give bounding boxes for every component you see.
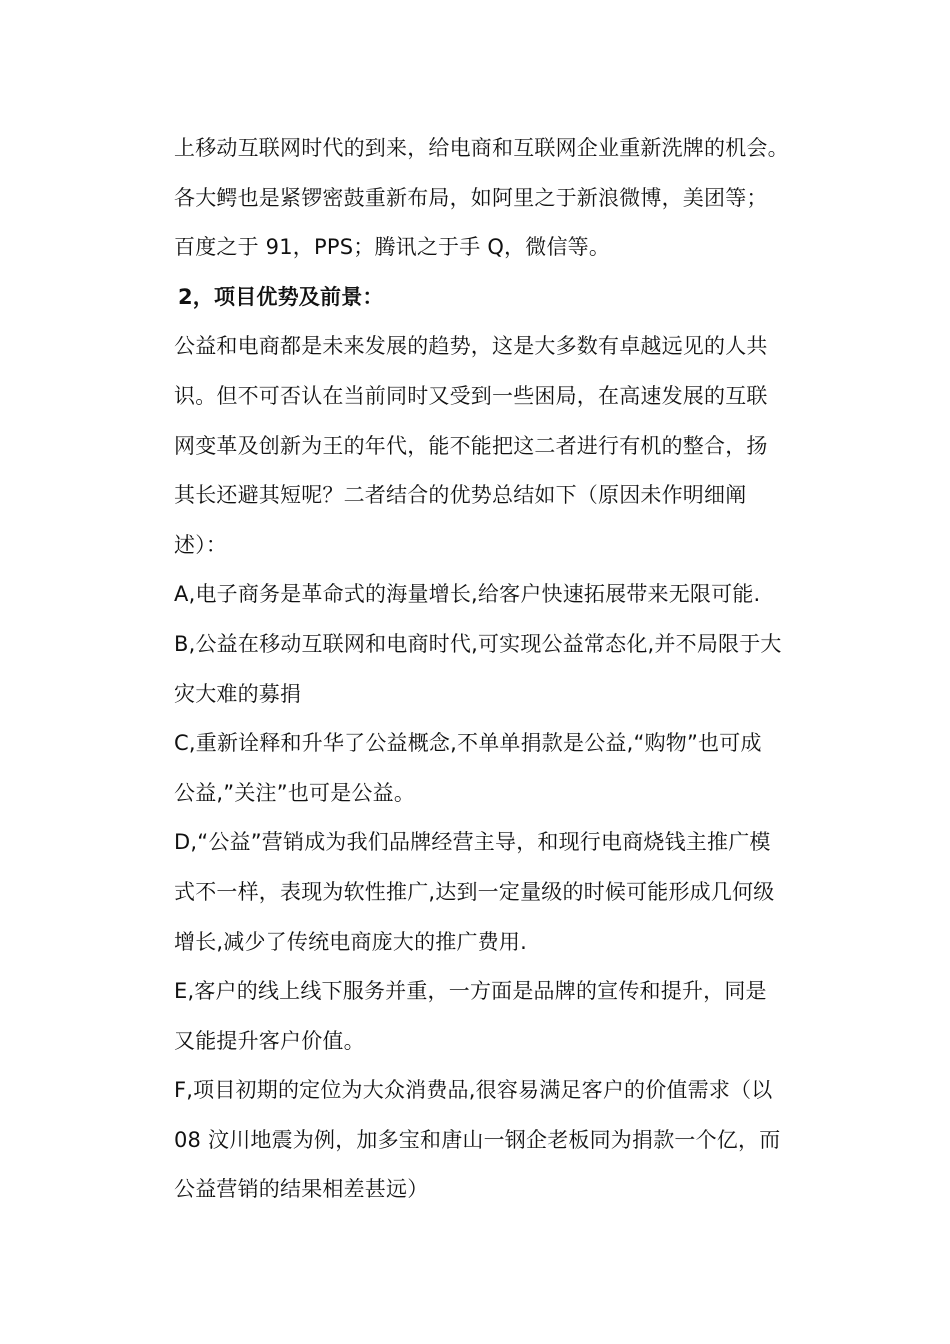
list-item-e: E,客户的线上线下服务并重，一方面是品牌的宣传和提升，同是 [174, 979, 767, 1004]
text-line: 灾大难的募捐 [174, 681, 302, 706]
text-line: 其长还避其短呢？二者结合的优势总结如下（原因未作明细阐 [174, 483, 747, 508]
text-line: 各大鳄也是紧锣密鼓重新布局，如阿里之于新浪微博，美团等； [174, 185, 768, 210]
text-line: 增长,减少了传统电商庞大的推广费用. [174, 929, 527, 954]
list-item-a: A,电子商务是革命式的海量增长,给客户快速拓展带来无限可能. [174, 582, 761, 607]
text-line: 网变革及创新为王的年代，能不能把这二者进行有机的整合，扬 [174, 433, 768, 458]
section-heading: 2，项目优势及前景： [178, 284, 384, 309]
text-line: 述）： [174, 532, 228, 557]
text-line: 公益和电商都是未来发展的趋势，这是大多数有卓越远见的人共 [174, 334, 768, 359]
list-item-d: D,“公益”营销成为我们品牌经营主导，和现行电商烧钱主推广模 [174, 830, 771, 855]
text-line: 识。但不可否认在当前同时又受到一些困局，在高速发展的互联 [174, 383, 768, 408]
text-line: 08 汶川地震为例，加多宝和唐山一钢企老板同为捐款一个亿，而 [174, 1127, 781, 1152]
text-line: 又能提升客户价值。 [174, 1028, 365, 1053]
text-line: 公益,”关注”也可是公益。 [174, 780, 416, 805]
text-line: 式不一样，表现为软性推广,达到一定量级的时候可能形成几何级 [174, 879, 775, 904]
list-item-f: F,项目初期的定位为大众消费品,很容易满足客户的价值需求（以 [174, 1078, 773, 1103]
list-item-b: B,公益在移动互联网和电商时代,可实现公益常态化,并不局限于大 [174, 631, 782, 656]
text-line: 百度之于 91，PPS；腾讯之于手 Q，微信等。 [174, 235, 611, 260]
list-item-c: C,重新诠释和升华了公益概念,不单单捐款是公益,“购物”也可成 [174, 731, 762, 756]
text-line: 上移动互联网时代的到来，给电商和互联网企业重新洗牌的机会。 [174, 136, 789, 160]
document-page [174, 124, 824, 1215]
text-line: 公益营销的结果相差甚远） [174, 1177, 429, 1202]
